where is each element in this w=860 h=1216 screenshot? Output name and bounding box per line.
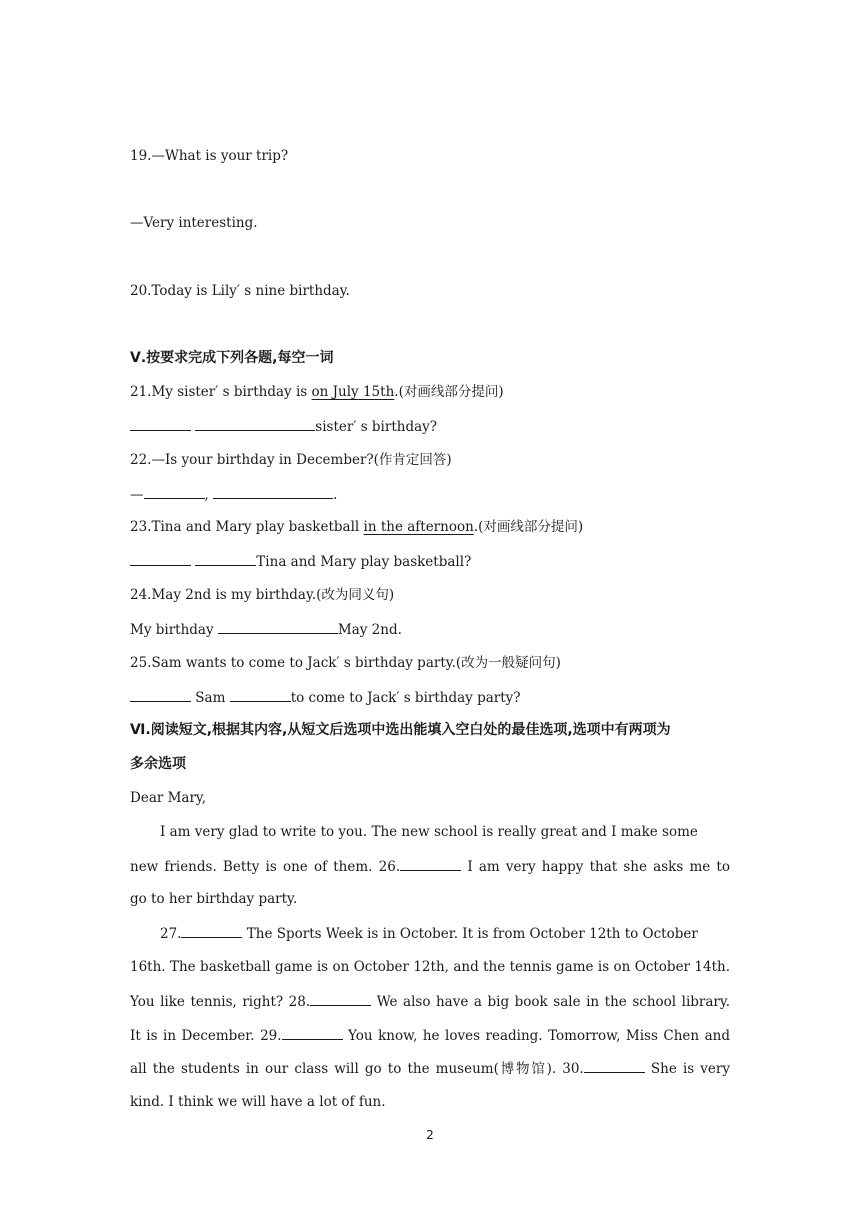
paragraph-2-line: 16th. The basketball game is on October 12th, and the tennis game is on October 14th. [130, 959, 730, 975]
blank-27[interactable] [181, 923, 242, 938]
q21-question: 21.My sister′ s birthday is on July 15th.(对画线部分提问) [130, 384, 504, 400]
blank-29[interactable] [282, 1025, 343, 1040]
section-5-title: Ⅴ.按要求完成下列各题,每空一词 [130, 350, 334, 366]
paragraph-1-line: new friends. Betty is one of them. 26. I am very happy that she asks me to [130, 856, 730, 877]
paragraph-2-line: It is in December. 29. You know, he loves reading. Tomorrow, Miss Chen and [130, 1025, 730, 1046]
blank-30[interactable] [584, 1058, 645, 1073]
q22-answer-line: — , . [130, 484, 337, 505]
q23-question: 23.Tina and Mary play basketball in the afternoon.(对画线部分提问) [130, 519, 584, 535]
section-6-title-cont: 多余选项 [130, 756, 186, 772]
paragraph-2-line: 27. The Sports Week is in October. It is from October 12th to October [160, 923, 698, 944]
q25-question: 25.Sam wants to come to Jack′ s birthday party.(改为一般疑问句) [130, 655, 561, 671]
q23-answer-line: Tina and Mary play basketball? [130, 551, 471, 572]
answer-blank[interactable] [130, 687, 191, 702]
answer-blank[interactable] [130, 551, 191, 566]
answer-blank[interactable] [218, 619, 338, 634]
answer-blank[interactable] [144, 484, 205, 499]
paragraph-1-line: go to her birthday party. [130, 891, 298, 907]
paragraph-1-line: I am very glad to write to you. The new school is really great and I make some [160, 824, 698, 840]
q25-answer-line: Sam to come to Jack′ s birthday party? [130, 687, 521, 708]
q19-answer: —Very interesting. [130, 215, 258, 231]
q23-underlined-part: in the afternoon [363, 519, 474, 535]
q21-underlined-part: on July 15th [311, 384, 395, 400]
answer-blank[interactable] [195, 551, 256, 566]
q19-question: 19.—What is your trip? [130, 148, 289, 164]
section-6-title: Ⅵ.阅读短文,根据其内容,从短文后选项中选出能填入空白处的最佳选项,选项中有两项为 [130, 722, 671, 738]
answer-blank[interactable] [213, 484, 333, 499]
answer-blank[interactable] [195, 416, 315, 431]
q24-answer-line: My birthday May 2nd. [130, 619, 402, 640]
q21-answer-line: sister′ s birthday? [130, 416, 437, 437]
paragraph-2-line: all the students in our class will go to the museum(博物馆). 30. She is very [130, 1058, 730, 1079]
blank-28[interactable] [310, 991, 371, 1006]
paragraph-2-line: kind. I think we will have a lot of fun. [130, 1094, 386, 1110]
blank-26[interactable] [400, 856, 461, 871]
answer-blank[interactable] [130, 416, 191, 431]
paragraph-2-line: You like tennis, right? 28. We also have a big book sale in the school library. [130, 991, 730, 1012]
page-number: 2 [426, 1128, 434, 1142]
q22-question: 22.—Is your birthday in December?(作肯定回答) [130, 452, 452, 468]
q20-sentence: 20.Today is Lily′ s nine birthday. [130, 283, 350, 299]
letter-greeting: Dear Mary, [130, 790, 207, 806]
q24-question: 24.May 2nd is my birthday.(改为同义句) [130, 587, 395, 603]
answer-blank[interactable] [230, 687, 291, 702]
